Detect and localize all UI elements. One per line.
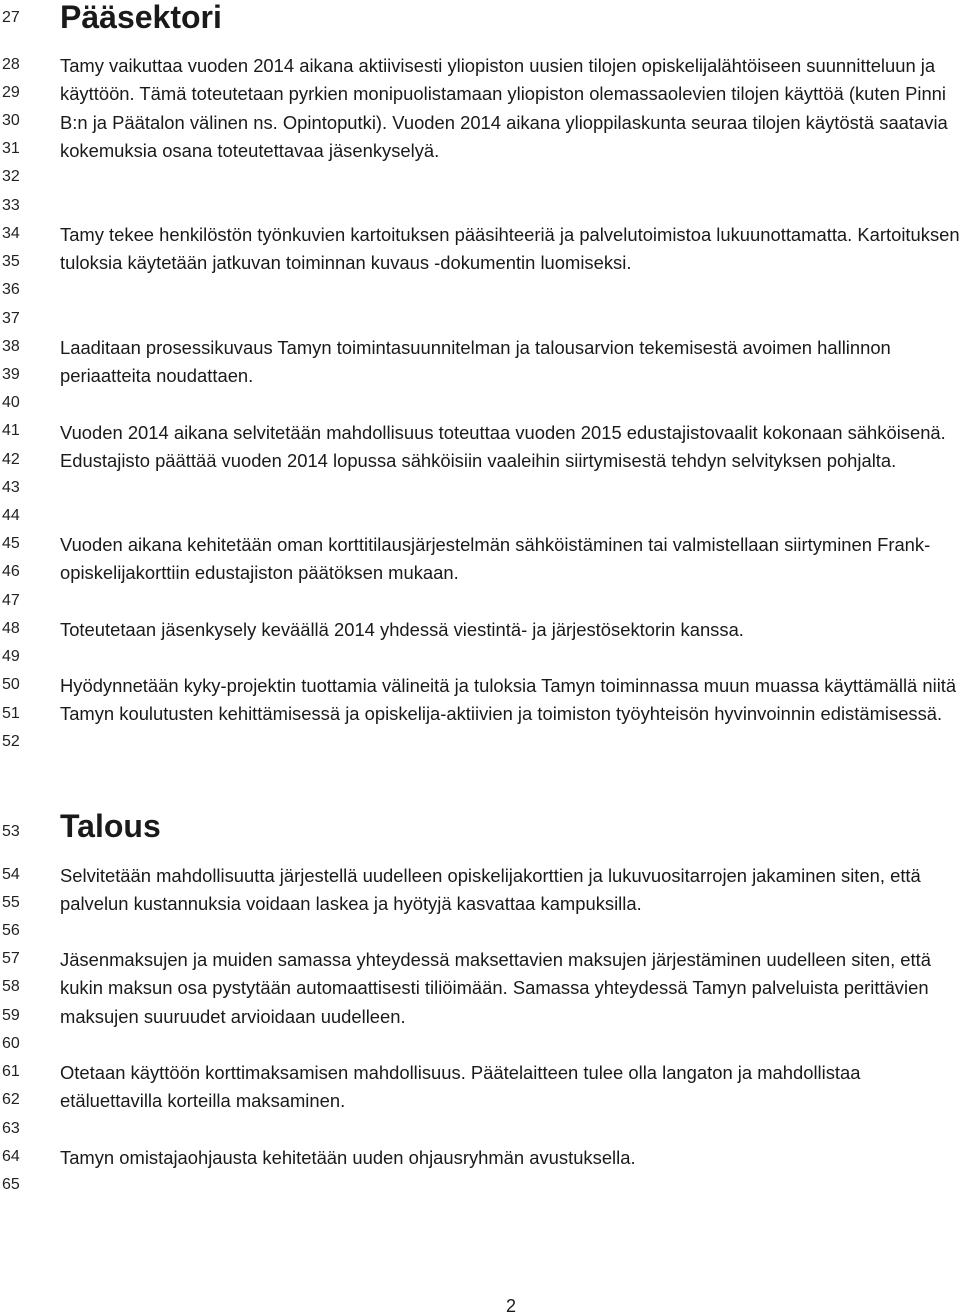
- line-number: 39: [2, 366, 20, 383]
- line-number: 55: [2, 894, 20, 911]
- paragraph: Selvitetään mahdollisuutta järjestellä uudelleen opiskelijakorttien ja lukuvuositarrojen jakaminen siten, että palvelun kustannuksia voidaan laskea ja hyötyjä kasvattaa kampuksilla.: [60, 865, 921, 915]
- line-number: 65: [2, 1176, 20, 1193]
- line-number: 58: [2, 978, 20, 995]
- line-number: 36: [2, 281, 20, 298]
- paragraph: Tamy vaikuttaa vuoden 2014 aikana aktiivisesti yliopiston uusien tilojen opiskelijalähtöiseen suunnitteluun ja käyttöön. Tämä toteutetaan pyrkien monipuolistamaan yliopiston olemassaolevien tilojen käyttöä (kuten Pinni B:n ja Päätalon välinen ns. Opintoputki). Vuoden 2014 aikana ylioppilaskunta seuraa tilojen käytöstä saatavia kokemuksia osana toteutettavaa jäsenkyselyä.: [60, 55, 948, 161]
- line-number: 61: [2, 1063, 20, 1080]
- line-number: 56: [2, 922, 20, 939]
- paragraph: Toteutetaan jäsenkysely keväällä 2014 yhdessä viestintä- ja järjestösektorin kanssa.: [60, 619, 744, 640]
- line-number: 64: [2, 1148, 20, 1165]
- paragraph: Otetaan käyttöön korttimaksamisen mahdollisuus. Päätelaitteen tulee olla langaton ja mahdollistaa etäluettavilla korteilla maksaminen.: [60, 1062, 861, 1112]
- page-number: 2: [506, 1296, 517, 1316]
- line-number: 38: [2, 338, 20, 355]
- line-number: 51: [2, 705, 20, 722]
- paragraph: Vuoden 2014 aikana selvitetään mahdollisuus toteuttaa vuoden 2015 edustajistovaalit kokonaan sähköisenä. Edustajisto päättää vuoden 2014 lopussa sähköisiin vaaleihin siirtymisestä tehdyn selvityksen pohjalta.: [60, 422, 946, 472]
- line-number: 54: [2, 866, 20, 883]
- line-number: 43: [2, 479, 20, 496]
- line-number: 40: [2, 394, 20, 411]
- line-number: 48: [2, 620, 20, 637]
- line-number: 29: [2, 84, 20, 101]
- paragraph: Vuoden aikana kehitetään oman korttitilausjärjestelmän sähköistäminen tai valmistellaan siirtyminen Frank-opiskelijakorttiin edustajiston päätöksen mukaan.: [60, 534, 931, 584]
- line-number: 44: [2, 507, 20, 524]
- paragraph: Laaditaan prosessikuvaus Tamyn toimintasuunnitelman ja talousarvion tekemisestä avoimen hallinnon periaatteita noudattaen.: [60, 337, 891, 387]
- line-number: 49: [2, 648, 20, 665]
- line-number: 63: [2, 1120, 20, 1137]
- line-number: 46: [2, 563, 20, 580]
- paragraph: Jäsenmaksujen ja muiden samassa yhteydessä maksettavien maksujen järjestäminen uudelleen siten, että kukin maksun osa pystytään automaattisesti tiliöimään. Samassa yhteydessä Tamyn palveluista perittävien maksujen suuruudet arvioidaan uudelleen.: [60, 949, 931, 1027]
- line-number: 27: [2, 9, 20, 26]
- line-number: 35: [2, 253, 20, 270]
- line-number: 62: [2, 1091, 20, 1108]
- section-heading-talous: Talous: [60, 808, 161, 844]
- line-number: 52: [2, 733, 20, 750]
- paragraph: Tamyn omistajaohjausta kehitetään uuden ohjausryhmän avustuksella.: [60, 1147, 636, 1168]
- section-heading-paasektori: Pääsektori: [60, 0, 222, 35]
- line-number: 28: [2, 56, 20, 73]
- line-number: 47: [2, 592, 20, 609]
- line-number: 37: [2, 310, 20, 327]
- line-number: 60: [2, 1035, 20, 1052]
- line-number: 32: [2, 168, 20, 185]
- line-number: 31: [2, 140, 20, 157]
- line-number: 53: [2, 823, 20, 840]
- paragraph: Hyödynnetään kyky-projektin tuottamia välineitä ja tuloksia Tamyn toiminnassa muun muassa käyttämällä niitä Tamyn koulutusten kehittämisessä ja opiskelija-aktiivien ja toimiston työyhteisön hyvinvoinnin edistämisessä.: [60, 675, 957, 725]
- line-number: 34: [2, 225, 20, 242]
- line-number: 50: [2, 676, 20, 693]
- line-numbers: [0, 0, 40, 1316]
- line-number: 45: [2, 535, 20, 552]
- line-number: 59: [2, 1007, 20, 1024]
- line-number: 41: [2, 422, 20, 439]
- line-number: 30: [2, 112, 20, 129]
- line-number: 57: [2, 950, 20, 967]
- paragraph: Tamy tekee henkilöstön työnkuvien kartoituksen pääsihteeriä ja palvelutoimistoa lukuunottamatta. Kartoituksen tuloksia käytetään jatkuvan toiminnan kuvaus -dokumentin luomiseksi.: [60, 224, 960, 274]
- line-number: 42: [2, 451, 20, 468]
- line-number: 33: [2, 197, 20, 214]
